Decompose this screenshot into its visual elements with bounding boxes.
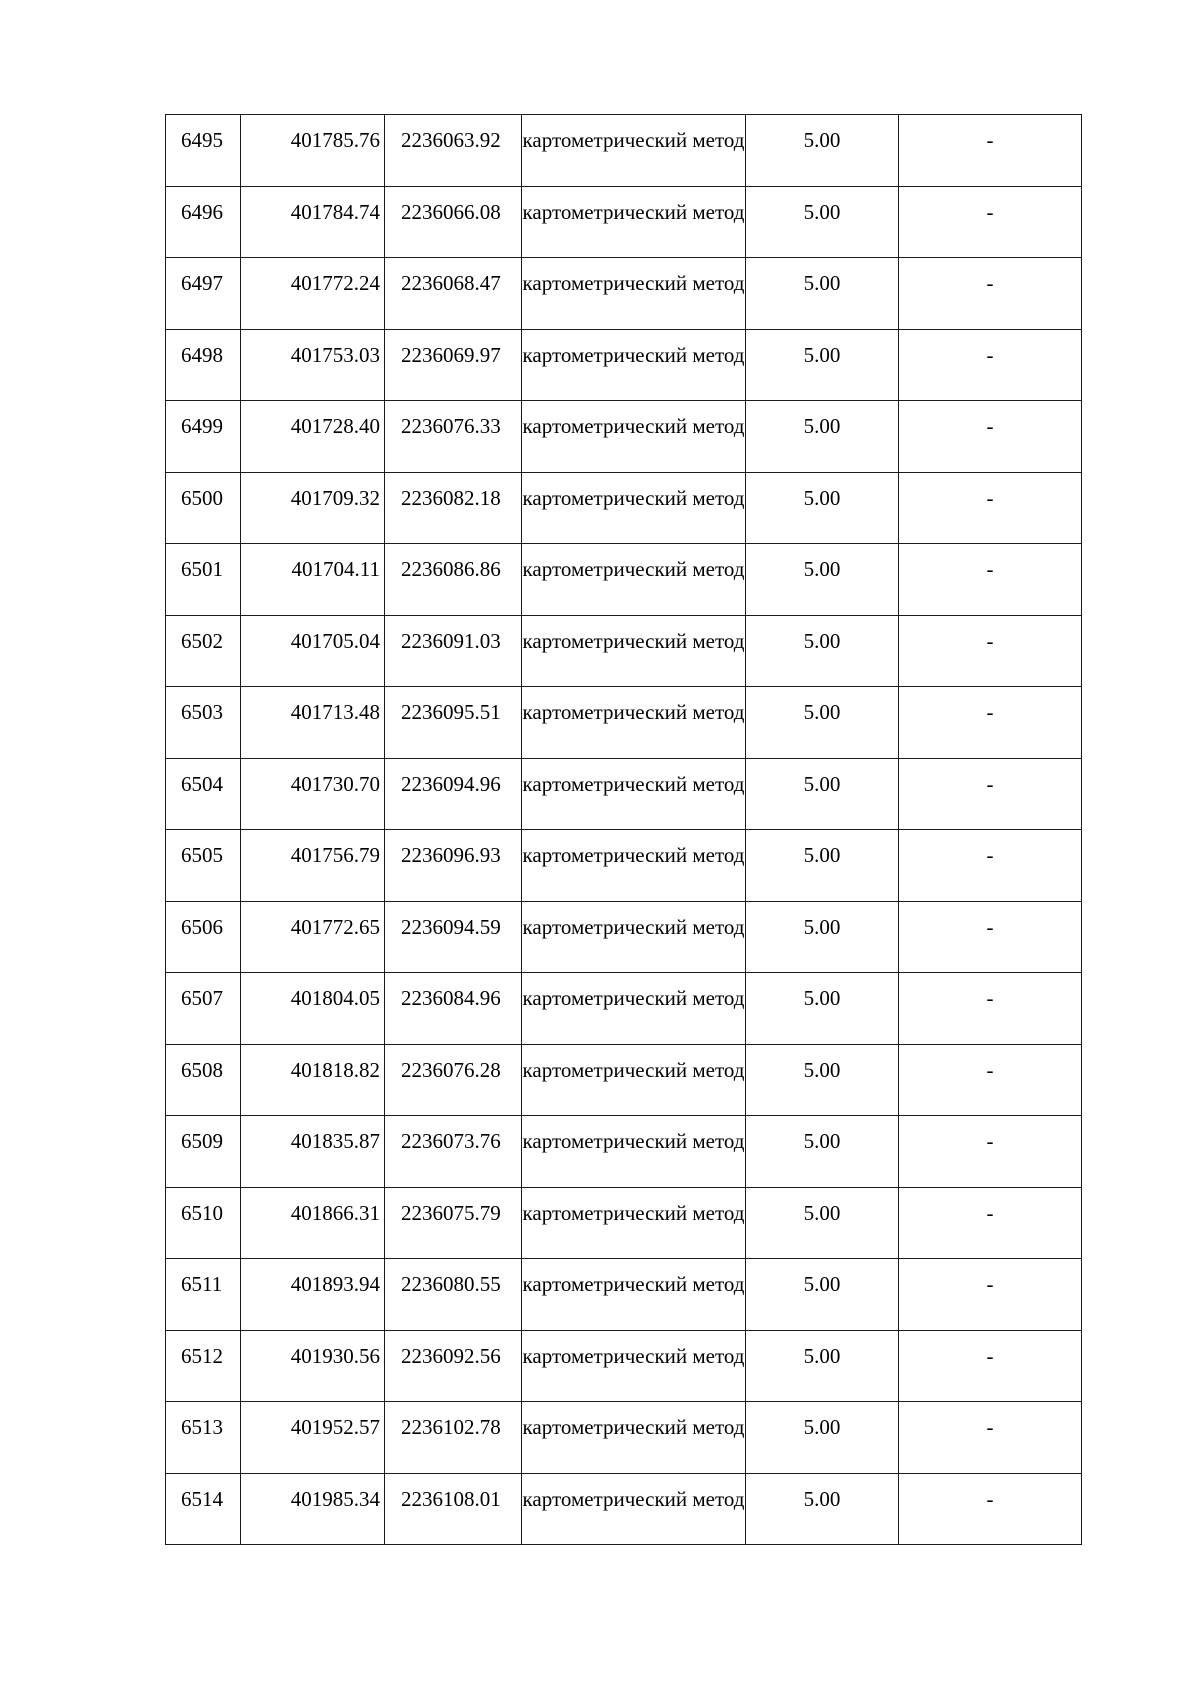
point-number-cell: 6496 bbox=[166, 186, 241, 258]
table-row bbox=[166, 758, 1082, 830]
method-cell: картометрический метод bbox=[522, 401, 746, 473]
y-coordinate-cell: 2236094.59 bbox=[385, 901, 522, 973]
table-row bbox=[166, 401, 1082, 473]
description-cell: - bbox=[899, 544, 1082, 616]
x-coordinate-cell: 401772.24 bbox=[241, 258, 385, 330]
x-coordinate-cell: 401709.32 bbox=[241, 472, 385, 544]
accuracy-cell: 5.00 bbox=[746, 615, 899, 687]
point-number-cell: 6499 bbox=[166, 401, 241, 473]
description-cell: - bbox=[899, 901, 1082, 973]
accuracy-cell: 5.00 bbox=[746, 401, 899, 473]
description-cell: - bbox=[899, 1044, 1082, 1116]
method-cell: картометрический метод bbox=[522, 687, 746, 759]
x-coordinate-cell: 401952.57 bbox=[241, 1402, 385, 1474]
point-number-cell: 6511 bbox=[166, 1259, 241, 1331]
method-cell: картометрический метод bbox=[522, 830, 746, 902]
x-coordinate-cell: 401785.76 bbox=[241, 115, 385, 187]
description-cell: - bbox=[899, 401, 1082, 473]
description-cell: - bbox=[899, 1402, 1082, 1474]
y-coordinate-cell: 2236086.86 bbox=[385, 544, 522, 616]
y-coordinate-cell: 2236095.51 bbox=[385, 687, 522, 759]
x-coordinate-cell: 401730.70 bbox=[241, 758, 385, 830]
table-row bbox=[166, 687, 1082, 759]
point-number-cell: 6506 bbox=[166, 901, 241, 973]
table-row bbox=[166, 615, 1082, 687]
x-coordinate-cell: 401866.31 bbox=[241, 1187, 385, 1259]
table-row bbox=[166, 973, 1082, 1045]
point-number-cell: 6513 bbox=[166, 1402, 241, 1474]
coordinates-table bbox=[165, 114, 1082, 1545]
accuracy-cell: 5.00 bbox=[746, 258, 899, 330]
y-coordinate-cell: 2236068.47 bbox=[385, 258, 522, 330]
y-coordinate-cell: 2236075.79 bbox=[385, 1187, 522, 1259]
table-row bbox=[166, 258, 1082, 330]
method-cell: картометрический метод bbox=[522, 1402, 746, 1474]
x-coordinate-cell: 401804.05 bbox=[241, 973, 385, 1045]
y-coordinate-cell: 2236091.03 bbox=[385, 615, 522, 687]
x-coordinate-cell: 401728.40 bbox=[241, 401, 385, 473]
point-number-cell: 6497 bbox=[166, 258, 241, 330]
description-cell: - bbox=[899, 258, 1082, 330]
description-cell: - bbox=[899, 1473, 1082, 1545]
x-coordinate-cell: 401818.82 bbox=[241, 1044, 385, 1116]
point-number-cell: 6509 bbox=[166, 1116, 241, 1188]
description-cell: - bbox=[899, 615, 1082, 687]
accuracy-cell: 5.00 bbox=[746, 758, 899, 830]
y-coordinate-cell: 2236084.96 bbox=[385, 973, 522, 1045]
accuracy-cell: 5.00 bbox=[746, 1402, 899, 1474]
method-cell: картометрический метод bbox=[522, 1187, 746, 1259]
y-coordinate-cell: 2236092.56 bbox=[385, 1330, 522, 1402]
y-coordinate-cell: 2236069.97 bbox=[385, 329, 522, 401]
y-coordinate-cell: 2236094.96 bbox=[385, 758, 522, 830]
x-coordinate-cell: 401985.34 bbox=[241, 1473, 385, 1545]
description-cell: - bbox=[899, 1116, 1082, 1188]
accuracy-cell: 5.00 bbox=[746, 687, 899, 759]
x-coordinate-cell: 401772.65 bbox=[241, 901, 385, 973]
x-coordinate-cell: 401713.48 bbox=[241, 687, 385, 759]
y-coordinate-cell: 2236073.76 bbox=[385, 1116, 522, 1188]
description-cell: - bbox=[899, 830, 1082, 902]
point-number-cell: 6501 bbox=[166, 544, 241, 616]
method-cell: картометрический метод bbox=[522, 1259, 746, 1331]
table-row bbox=[166, 329, 1082, 401]
x-coordinate-cell: 401835.87 bbox=[241, 1116, 385, 1188]
table-row bbox=[166, 1187, 1082, 1259]
description-cell: - bbox=[899, 1259, 1082, 1331]
method-cell: картометрический метод bbox=[522, 329, 746, 401]
y-coordinate-cell: 2236108.01 bbox=[385, 1473, 522, 1545]
accuracy-cell: 5.00 bbox=[746, 1473, 899, 1545]
y-coordinate-cell: 2236063.92 bbox=[385, 115, 522, 187]
description-cell: - bbox=[899, 687, 1082, 759]
point-number-cell: 6500 bbox=[166, 472, 241, 544]
table-row bbox=[166, 901, 1082, 973]
description-cell: - bbox=[899, 1330, 1082, 1402]
y-coordinate-cell: 2236076.28 bbox=[385, 1044, 522, 1116]
x-coordinate-cell: 401704.11 bbox=[241, 544, 385, 616]
point-number-cell: 6514 bbox=[166, 1473, 241, 1545]
accuracy-cell: 5.00 bbox=[746, 1330, 899, 1402]
x-coordinate-cell: 401893.94 bbox=[241, 1259, 385, 1331]
accuracy-cell: 5.00 bbox=[746, 186, 899, 258]
x-coordinate-cell: 401756.79 bbox=[241, 830, 385, 902]
method-cell: картометрический метод bbox=[522, 258, 746, 330]
point-number-cell: 6508 bbox=[166, 1044, 241, 1116]
description-cell: - bbox=[899, 329, 1082, 401]
method-cell: картометрический метод bbox=[522, 758, 746, 830]
description-cell: - bbox=[899, 472, 1082, 544]
method-cell: картометрический метод bbox=[522, 115, 746, 187]
point-number-cell: 6502 bbox=[166, 615, 241, 687]
point-number-cell: 6503 bbox=[166, 687, 241, 759]
table-row bbox=[166, 1473, 1082, 1545]
table-row bbox=[166, 544, 1082, 616]
accuracy-cell: 5.00 bbox=[746, 973, 899, 1045]
method-cell: картометрический метод bbox=[522, 901, 746, 973]
y-coordinate-cell: 2236082.18 bbox=[385, 472, 522, 544]
point-number-cell: 6505 bbox=[166, 830, 241, 902]
method-cell: картометрический метод bbox=[522, 1116, 746, 1188]
y-coordinate-cell: 2236076.33 bbox=[385, 401, 522, 473]
table-row bbox=[166, 1044, 1082, 1116]
y-coordinate-cell: 2236096.93 bbox=[385, 830, 522, 902]
description-cell: - bbox=[899, 115, 1082, 187]
method-cell: картометрический метод bbox=[522, 1044, 746, 1116]
table-row bbox=[166, 115, 1082, 187]
description-cell: - bbox=[899, 186, 1082, 258]
y-coordinate-cell: 2236102.78 bbox=[385, 1402, 522, 1474]
accuracy-cell: 5.00 bbox=[746, 830, 899, 902]
method-cell: картометрический метод bbox=[522, 1473, 746, 1545]
y-coordinate-cell: 2236080.55 bbox=[385, 1259, 522, 1331]
table-row bbox=[166, 830, 1082, 902]
table-row bbox=[166, 1259, 1082, 1331]
point-number-cell: 6510 bbox=[166, 1187, 241, 1259]
x-coordinate-cell: 401784.74 bbox=[241, 186, 385, 258]
x-coordinate-cell: 401753.03 bbox=[241, 329, 385, 401]
x-coordinate-cell: 401705.04 bbox=[241, 615, 385, 687]
y-coordinate-cell: 2236066.08 bbox=[385, 186, 522, 258]
method-cell: картометрический метод bbox=[522, 1330, 746, 1402]
table-row bbox=[166, 1116, 1082, 1188]
method-cell: картометрический метод bbox=[522, 544, 746, 616]
table-row bbox=[166, 472, 1082, 544]
table-row bbox=[166, 186, 1082, 258]
accuracy-cell: 5.00 bbox=[746, 544, 899, 616]
accuracy-cell: 5.00 bbox=[746, 1044, 899, 1116]
table-row bbox=[166, 1402, 1082, 1474]
point-number-cell: 6504 bbox=[166, 758, 241, 830]
point-number-cell: 6512 bbox=[166, 1330, 241, 1402]
coordinates-table-body bbox=[166, 115, 1082, 1545]
accuracy-cell: 5.00 bbox=[746, 901, 899, 973]
description-cell: - bbox=[899, 1187, 1082, 1259]
method-cell: картометрический метод bbox=[522, 472, 746, 544]
accuracy-cell: 5.00 bbox=[746, 472, 899, 544]
accuracy-cell: 5.00 bbox=[746, 115, 899, 187]
point-number-cell: 6495 bbox=[166, 115, 241, 187]
point-number-cell: 6498 bbox=[166, 329, 241, 401]
method-cell: картометрический метод bbox=[522, 186, 746, 258]
method-cell: картометрический метод bbox=[522, 973, 746, 1045]
method-cell: картометрический метод bbox=[522, 615, 746, 687]
description-cell: - bbox=[899, 758, 1082, 830]
accuracy-cell: 5.00 bbox=[746, 1187, 899, 1259]
x-coordinate-cell: 401930.56 bbox=[241, 1330, 385, 1402]
accuracy-cell: 5.00 bbox=[746, 329, 899, 401]
point-number-cell: 6507 bbox=[166, 973, 241, 1045]
description-cell: - bbox=[899, 973, 1082, 1045]
accuracy-cell: 5.00 bbox=[746, 1259, 899, 1331]
table-row bbox=[166, 1330, 1082, 1402]
accuracy-cell: 5.00 bbox=[746, 1116, 899, 1188]
